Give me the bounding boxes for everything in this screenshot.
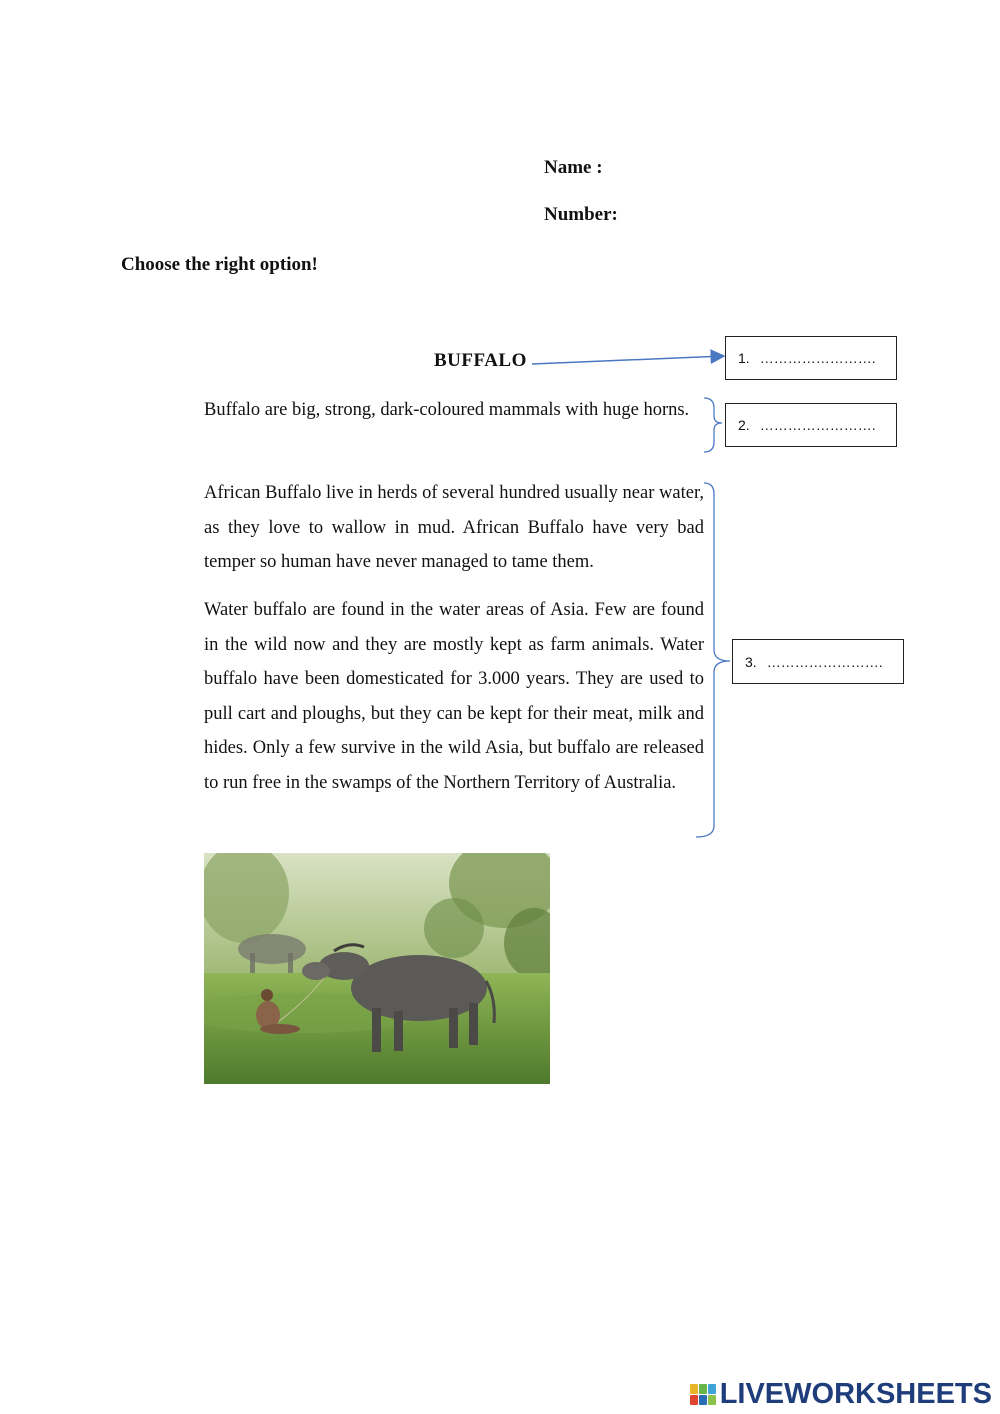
answer-box-2[interactable] xyxy=(725,403,897,447)
name-label: Name : xyxy=(544,157,603,178)
article-title: BUFFALO xyxy=(434,350,527,371)
number-label: Number: xyxy=(544,204,618,225)
instruction-text: Choose the right option! xyxy=(121,254,318,275)
paragraph-3: Water buffalo are found in the water areas of Asia. Few are found in the wild now and they are mostly kept as farm animals. Water buffalo have been domesticated for 3.000 years. They are used to pull cart and ploughs, but they can be kept for their meat, milk and hides. Only a few survive in the wild Asia, but buffalo are released to run free in the swamps of the Northern Territory of Australia. xyxy=(204,600,704,793)
water-buffalo-photo xyxy=(204,853,550,1084)
answer-blank-1: ……………………. xyxy=(759,350,876,366)
answer-box-1[interactable] xyxy=(725,336,897,380)
answer-blank-3: ……………………. xyxy=(766,653,883,670)
paragraph-2: African Buffalo live in herds of several hundred usually near water, as they love to wallow in mud. African Buffalo have very bad temper so human have never managed to tame them. xyxy=(204,483,704,572)
answer-number-1: 1. xyxy=(738,350,750,366)
brace-paragraphs-2-3 xyxy=(696,483,730,837)
logo-text: LIVEWORKSHEETS xyxy=(719,1377,992,1410)
answer-number-2: 2. xyxy=(738,417,750,433)
title-arrow xyxy=(532,356,724,364)
brace-paragraph-1 xyxy=(704,398,722,452)
paragraph-1: Buffalo are big, strong, dark-coloured mammals with huge horns. xyxy=(204,400,690,420)
liveworksheets-logo xyxy=(690,1376,992,1412)
answer-box-3[interactable] xyxy=(732,639,904,684)
logo-grid-icon xyxy=(690,1384,716,1405)
answer-blank-2: ……………………. xyxy=(759,417,876,433)
answer-number-3: 3. xyxy=(745,653,757,670)
